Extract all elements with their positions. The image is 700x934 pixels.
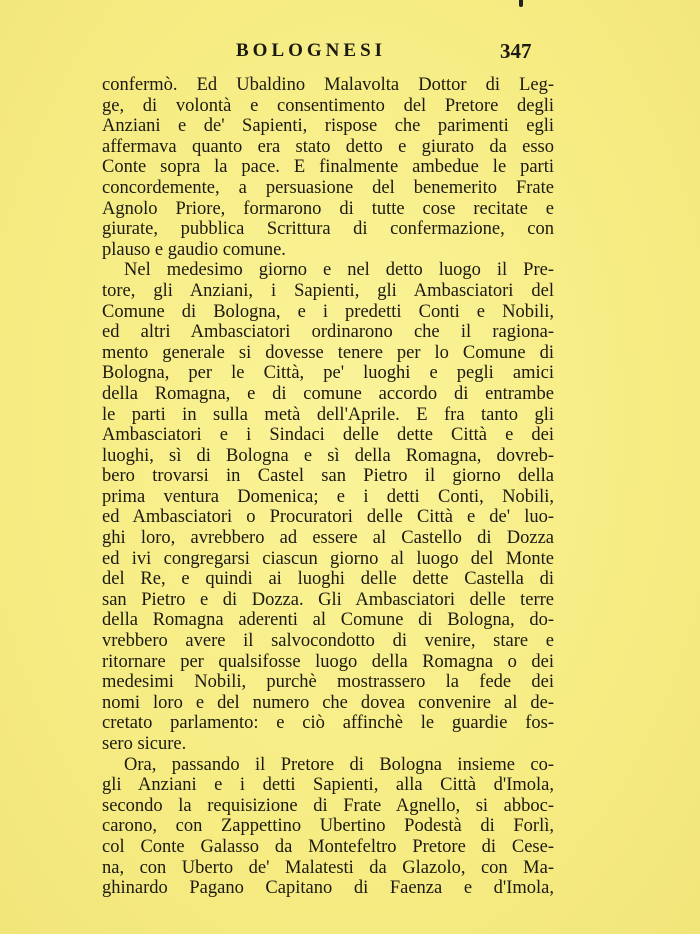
text-line: luoghi, sì di Bologna e sì della Romagna, dovreb- <box>102 445 554 466</box>
body-text <box>102 75 554 899</box>
text-line: le parti in sulla metà dell'Aprile. E fra tanto gli <box>102 404 554 425</box>
text-line: ed Ambasciatori o Procuratori delle Città e de' luo- <box>102 507 554 528</box>
text-line: medesimi Nobili, purchè mostrassero la fede dei <box>102 672 554 693</box>
text-line: Ambasciatori e i Sindaci delle dette Città e dei <box>102 425 554 446</box>
text-line: secondo la requisizione di Frate Agnello, si abboc- <box>102 795 554 816</box>
text-line: bero trovarsi in Castel san Pietro il giorno della <box>102 466 554 487</box>
paragraph-start-line: Nel medesimo giorno e nel detto luogo il Pre- <box>124 260 554 281</box>
text-line: Agnolo Priore, formarono di tutte cose recitate e <box>102 198 554 219</box>
text-line: san Pietro e di Dozza. Gli Ambasciatori delle terre <box>102 589 554 610</box>
text-line: giurate, pubblica Scrittura di confermazione, con <box>102 219 554 240</box>
text-line: ed altri Ambasciatori ordinarono che il ragiona- <box>102 322 554 343</box>
text-line: cretato parlamento: e ciò affinchè le guardie fos- <box>102 713 554 734</box>
text-line: na, con Uberto de' Malatesti da Glazolo, con Ma- <box>102 857 554 878</box>
text-line: carono, con Zappettino Ubertino Podestà di Forlì, <box>102 816 554 837</box>
text-line: della Romagna, e di comune accordo di entrambe <box>102 383 554 404</box>
text-line: ed ivi congregarsi ciascun giorno al luogo del Monte <box>102 548 554 569</box>
text-line: ritornare per qualsifosse luogo della Romagna o dei <box>102 651 554 672</box>
text-line: affermava quanto era stato detto e giurato da esso <box>102 136 554 157</box>
text-line: gli Anziani e i detti Sapienti, alla Città d'Imola, <box>102 775 554 796</box>
text-line: sero sicure. <box>102 734 187 754</box>
text-line: col Conte Galasso da Montefeltro Pretore di Cese- <box>102 836 554 857</box>
text-line: della Romagna aderenti al Comune di Bologna, do- <box>102 610 554 631</box>
paragraph-start-line: Ora, passando il Pretore di Bologna insieme co- <box>124 754 554 775</box>
text-line: nomi loro e del numero che dovea convenire al de- <box>102 692 554 713</box>
text-line: ghinardo Pagano Capitano di Faenza e d'Imola, <box>102 878 554 899</box>
text-line: Bologna, per le Città, pe' luoghi e pegli amici <box>102 363 554 384</box>
text-line: ghi loro, avrebbero ad essere al Castello di Dozza <box>102 528 554 549</box>
text-line: plauso e gaudio comune. <box>102 239 286 260</box>
text-line: confermò. Ed Ubaldino Malavolta Dottor di Leg- <box>102 75 554 95</box>
text-line: mento generale si dovesse tenere per lo Comune di <box>102 342 554 363</box>
scan-mark <box>519 0 523 7</box>
text-line: Anziani e de' Sapienti, rispose che parimenti egli <box>102 116 554 137</box>
text-line: Comune di Bologna, e i predetti Conti e Nobili, <box>102 301 554 322</box>
running-title: BOLOGNESI <box>236 40 387 61</box>
text-line: ge, di volontà e consentimento del Pretore degli <box>102 95 554 116</box>
text-line: tore, gli Anziani, i Sapienti, gli Ambasciatori del <box>102 280 554 301</box>
page-number: 347 <box>500 39 532 63</box>
text-line: vrebbero avere il salvocondotto di venire, stare e <box>102 631 554 652</box>
text-line: concordemente, a persuasione del benemerito Frate <box>102 177 554 198</box>
running-head <box>0 38 700 68</box>
text-line: prima ventura Domenica; e i detti Conti, Nobili, <box>102 486 554 507</box>
text-line: del Re, e quindi ai luoghi delle dette Castella di <box>102 569 554 590</box>
text-line: Conte sopra la pace. E finalmente ambedue le parti <box>102 157 554 178</box>
